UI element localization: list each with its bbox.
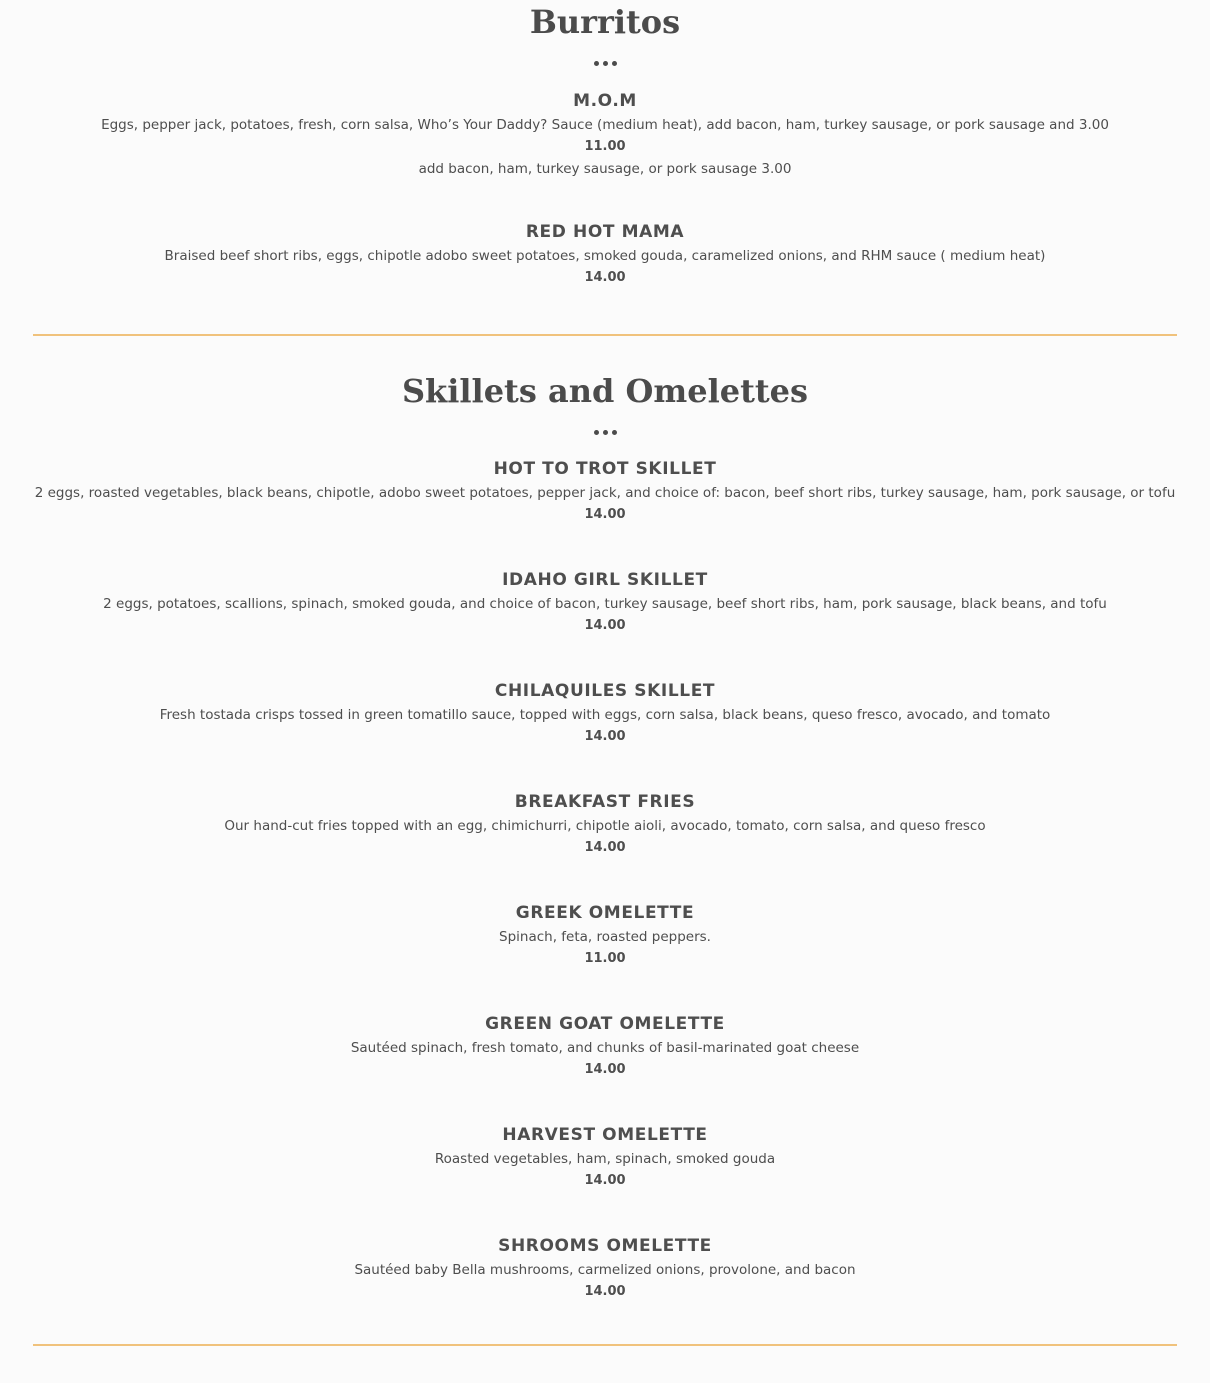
item-name: RED HOT MAMA [525,222,685,242]
item-description: 2 eggs, roasted vegetables, black beans, chipotle, adobo sweet potatoes, pepper jack, and choice of: bacon, beef short ribs, turkey sausage, ham, pork sausage, or tofu [34,485,1176,501]
menu-item [0,458,1210,526]
section-burritos [0,2,1210,289]
item-price: 14.00 [584,729,626,744]
menu-item [0,569,1210,637]
item-name: HARVEST OMELETTE [502,1125,708,1145]
item-price: 14.00 [584,1284,626,1299]
item-price: 14.00 [584,1062,626,1077]
item-description: 2 eggs, potatoes, scallions, spinach, smoked gouda, and choice of bacon, turkey sausage, beef short ribs, ham, pork sausage, black beans, and tofu [103,596,1107,612]
item-note: add bacon, ham, turkey sausage, or pork sausage 3.00 [418,161,792,177]
item-price: 11.00 [584,951,626,966]
section-divider [33,1344,1177,1346]
item-price: 14.00 [584,507,626,522]
item-description: Sautéed baby Bella mushrooms, carmelized onions, provolone, and bacon [354,1262,856,1278]
item-price: 14.00 [584,1173,626,1188]
menu-item [0,1235,1210,1303]
item-name: CHILAQUILES SKILLET [494,681,716,701]
menu-item [0,90,1210,180]
item-name: M.O.M [573,91,637,111]
menu-item [0,791,1210,859]
menu-item [0,680,1210,748]
section-title: Burritos [529,3,681,41]
item-description: Spinach, feta, roasted peppers. [499,929,711,945]
item-name: IDAHO GIRL SKILLET [502,570,708,590]
ellipsis-dots-icon [585,56,625,70]
item-price: 14.00 [584,840,626,855]
item-price: 14.00 [584,618,626,633]
item-name: HOT TO TROT SKILLET [493,459,717,479]
item-price: 11.00 [584,139,626,154]
item-description: Roasted vegetables, ham, spinach, smoked gouda [434,1151,776,1167]
item-description: Fresh tostada crisps tossed in green tomatillo sauce, topped with eggs, corn salsa, black beans, queso fresco, avocado, and tomato [159,707,1051,723]
item-name: GREEN GOAT OMELETTE [485,1014,725,1034]
section-skillets-omelettes [0,371,1210,1303]
section-divider [33,334,1177,336]
item-description: Braised beef short ribs, eggs, chipotle adobo sweet potatoes, smoked gouda, caramelized onions, and RHM sauce ( medium heat) [164,248,1046,264]
item-name: SHROOMS OMELETTE [498,1236,712,1256]
item-description: Sautéed spinach, fresh tomato, and chunks of basil-marinated goat cheese [350,1040,860,1056]
menu-item [0,221,1210,289]
item-description: Our hand-cut fries topped with an egg, chimichurri, chipotle aioli, avocado, tomato, corn salsa, and queso fresco [224,818,986,834]
ellipsis-dots-icon [585,425,625,439]
item-description: Eggs, pepper jack, potatoes, fresh, corn salsa, Who’s Your Daddy? Sauce (medium heat), add bacon, ham, turkey sausage, or pork sausage and 3.00 [101,117,1109,133]
item-price: 14.00 [584,270,626,285]
menu-item [0,902,1210,970]
menu-item [0,1013,1210,1081]
item-name: BREAKFAST FRIES [514,792,696,812]
item-name: GREEK OMELETTE [515,903,695,923]
section-title: Skillets and Omelettes [401,372,809,410]
menu-item [0,1124,1210,1192]
